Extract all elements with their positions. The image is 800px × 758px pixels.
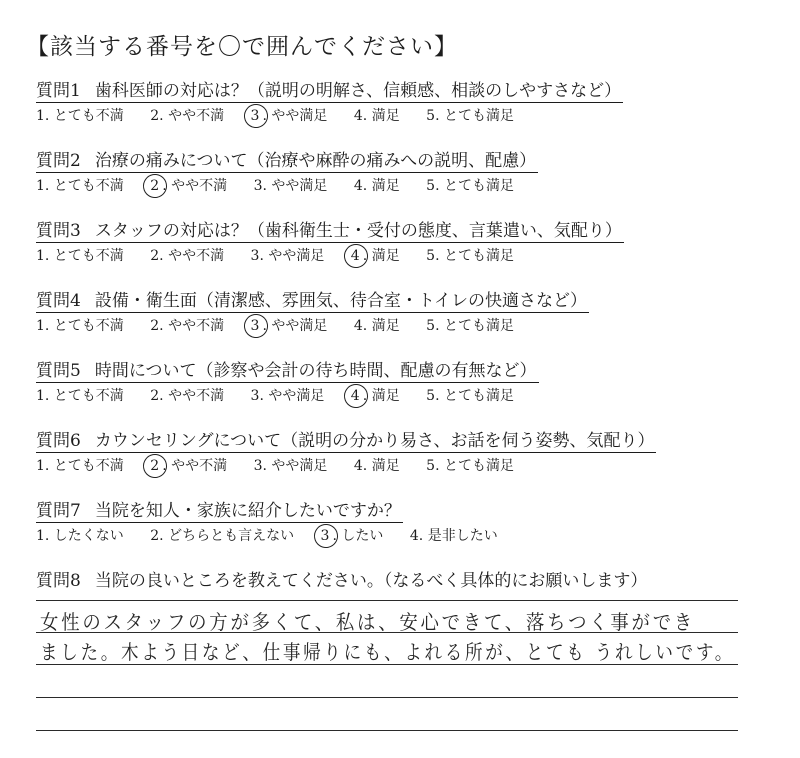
option-3-label	[263, 107, 328, 125]
option-label: 1. したくない	[36, 528, 124, 544]
option-3-selected[interactable]	[251, 107, 263, 125]
question-label: 質問1	[36, 81, 81, 101]
selected-option-number: 2	[150, 457, 162, 475]
option-5[interactable]	[426, 387, 514, 405]
option-2[interactable]	[150, 527, 294, 545]
option-label: 5. とても満足	[426, 318, 514, 334]
option-3-label	[263, 317, 328, 335]
option-label: . 満足	[362, 388, 400, 404]
question-text: スタッフの対応は？（歯科衛生士・受付の態度、言葉遣い、気配り）	[94, 221, 622, 241]
option-label: 1. とても不満	[36, 388, 124, 404]
option-label: 3. やや満足	[253, 178, 328, 194]
question-text: 当院の良いところを教えてください。（なるべく具体的にお願いします）	[94, 571, 648, 591]
option-label: 5. とても満足	[426, 458, 514, 474]
question-7	[36, 500, 756, 545]
option-1[interactable]	[36, 457, 124, 475]
answer-options	[36, 177, 756, 195]
option-label: 4. 満足	[353, 108, 400, 124]
option-3-selected[interactable]	[321, 527, 333, 545]
option-2[interactable]	[150, 247, 224, 265]
handwritten-answer-line-1: 女性のスタッフの方が多くて、私は、安心できて、落ちつく事ができ	[40, 610, 696, 634]
question-5	[36, 360, 756, 405]
option-label: . やや満足	[262, 318, 328, 334]
option-1[interactable]	[36, 247, 124, 265]
option-1[interactable]	[36, 107, 124, 125]
option-5[interactable]	[426, 457, 514, 475]
option-1[interactable]	[36, 387, 124, 405]
option-5[interactable]	[426, 247, 514, 265]
option-label: . やや不満	[162, 458, 228, 474]
option-1[interactable]	[36, 317, 124, 335]
option-3[interactable]	[251, 247, 325, 265]
question-label: 質問5	[36, 361, 81, 381]
option-5[interactable]	[426, 177, 514, 195]
question-text: 設備・衛生面（清潔感、雰囲気、待合室・トイレの快適さなど）	[94, 291, 587, 311]
selected-option-number: 3	[251, 107, 263, 125]
option-label: 1. とても不満	[36, 458, 124, 474]
answer-line	[36, 697, 738, 698]
question-title	[36, 360, 539, 383]
answer-options	[36, 317, 756, 335]
option-label: 5. とても満足	[426, 178, 514, 194]
question-title	[36, 570, 649, 592]
option-label: 5. とても満足	[426, 108, 514, 124]
option-2-selected[interactable]	[150, 177, 162, 195]
question-text: 時間について（診察や会計の待ち時間、配慮の有無など）	[94, 361, 537, 381]
option-label: 1. とても不満	[36, 248, 124, 264]
option-3-label	[333, 527, 384, 545]
question-label: 質問4	[36, 291, 81, 311]
option-label: 4. 是非したい	[409, 528, 498, 544]
option-label: . 満足	[362, 248, 400, 264]
option-4-label	[363, 247, 400, 265]
option-2[interactable]	[150, 387, 224, 405]
option-3-selected[interactable]	[251, 317, 263, 335]
option-label: 4. 満足	[353, 318, 400, 334]
question-title	[36, 220, 624, 243]
option-label: . やや不満	[162, 178, 228, 194]
option-label: 2. やや不満	[150, 388, 225, 404]
option-label: 1. とても不満	[36, 108, 124, 124]
answer-line	[36, 632, 738, 633]
question-3	[36, 220, 756, 265]
question-title	[36, 290, 589, 313]
question-label: 質問2	[36, 151, 81, 171]
option-label: 4. 満足	[353, 178, 400, 194]
option-3[interactable]	[251, 387, 325, 405]
option-label: 2. やや不満	[150, 248, 225, 264]
option-1[interactable]	[36, 177, 124, 195]
option-5[interactable]	[426, 107, 514, 125]
question-label: 質問7	[36, 501, 81, 521]
option-label: 2. やや不満	[150, 108, 225, 124]
option-4[interactable]	[354, 457, 400, 475]
selected-option-number: 3	[251, 317, 263, 335]
question-text: 治療の痛みについて（治療や麻酔の痛みへの説明、配慮）	[94, 151, 537, 171]
question-label: 質問8	[36, 571, 81, 591]
selected-option-number: 3	[321, 527, 333, 545]
option-4[interactable]	[354, 177, 400, 195]
option-3[interactable]	[254, 177, 328, 195]
option-label: . したい	[332, 528, 384, 544]
option-4-selected[interactable]	[351, 387, 363, 405]
option-label: 1. とても不満	[36, 318, 124, 334]
option-5[interactable]	[426, 317, 514, 335]
answer-options	[36, 527, 756, 545]
selected-option-number: 4	[351, 387, 363, 405]
question-title	[36, 500, 403, 523]
answer-line	[36, 600, 738, 601]
selected-option-number: 2	[150, 177, 162, 195]
answer-options	[36, 387, 756, 405]
option-label: 1. とても不満	[36, 178, 124, 194]
option-4[interactable]	[410, 527, 498, 545]
question-6	[36, 430, 756, 475]
question-2	[36, 150, 756, 195]
answer-line	[36, 730, 738, 731]
question-8	[36, 570, 756, 592]
answer-options	[36, 107, 756, 125]
page-heading: 【該当する番号を〇で囲んでください】	[26, 34, 458, 60]
option-label: 5. とても満足	[426, 248, 514, 264]
question-text: 当院を知人・家族に紹介したいですか？	[94, 501, 401, 521]
option-2[interactable]	[150, 317, 224, 335]
option-1[interactable]	[36, 527, 124, 545]
option-3[interactable]	[254, 457, 328, 475]
option-label: 2. どちらとも言えない	[150, 528, 295, 544]
option-4-selected[interactable]	[351, 247, 363, 265]
answer-options	[36, 457, 756, 475]
question-text: カウンセリングについて（説明の分かり易さ、お話を伺う姿勢、気配り）	[94, 431, 655, 451]
option-2-label	[162, 457, 227, 475]
question-1	[36, 80, 756, 125]
selected-option-number: 4	[351, 247, 363, 265]
option-2[interactable]	[150, 107, 224, 125]
option-4[interactable]	[354, 107, 400, 125]
option-2-selected[interactable]	[150, 457, 162, 475]
option-4[interactable]	[354, 317, 400, 335]
handwritten-answer-line-2: ました。木よう日など、仕事帰りにも、よれる所が、とても うれしいです。	[40, 640, 735, 664]
option-label: 3. やや満足	[250, 388, 325, 404]
question-label: 質問6	[36, 431, 81, 451]
question-text: 歯科医師の対応は？（説明の明解さ、信頼感、相談のしやすさなど）	[94, 81, 622, 101]
option-label: 3. やや満足	[250, 248, 325, 264]
question-title	[36, 150, 538, 173]
question-label: 質問3	[36, 221, 81, 241]
option-label: 5. とても満足	[426, 388, 514, 404]
option-label: 3. やや満足	[253, 458, 328, 474]
question-title	[36, 430, 656, 453]
option-label: 4. 満足	[353, 458, 400, 474]
question-4	[36, 290, 756, 335]
answer-line	[36, 664, 738, 665]
option-2-label	[162, 177, 227, 195]
option-4-label	[363, 387, 400, 405]
question-title	[36, 80, 623, 103]
option-label: . やや満足	[262, 108, 328, 124]
option-label: 2. やや不満	[150, 318, 225, 334]
answer-options	[36, 247, 756, 265]
